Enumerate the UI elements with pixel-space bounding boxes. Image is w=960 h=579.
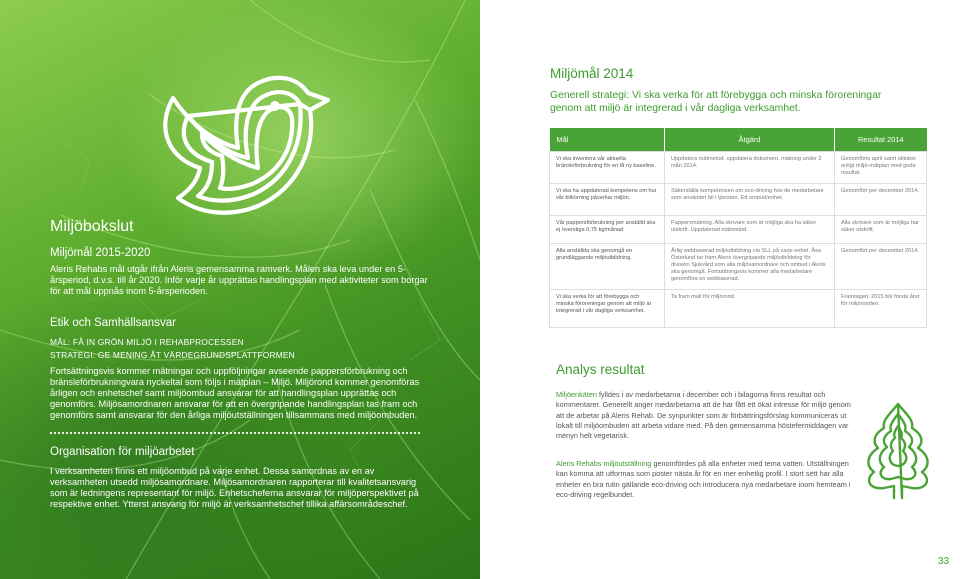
table-cell: Genomfört per december 2014.: [835, 184, 927, 216]
table-row: [550, 290, 927, 328]
bird-logo-icon: [138, 38, 338, 238]
org-text: I verksamheten finns ett miljöombud på varje enhet. Dessa samordnas av en av verksamheten utsedd miljösamordnare. Miljösamordnaren rapporterar till kvalitetsansvarig som är ledningens representant för miljö. Enhetscheferna ansvarar för miljöperspektivet på respektive enhet. Ytterst ansvarig för miljö är verksamhetschef tillika affärsområdeschef.: [50, 466, 419, 509]
table-cell: Framtagen: 2015 blir första året för miljöronden.: [835, 290, 927, 328]
table-cell: Alla skrivare som är möjliga har säker utskrift.: [835, 216, 927, 244]
exhibition-text: genomfördes på alla enheter med tema vatten. Utställningen kan komma att utformas som poster nästa år för en mer enhetlig profil. I stort sett har alla enheter en bra rutin gällande eco-driving och introducera nya medarbetare inom hemteam i eco-driving regelbundet.: [556, 459, 851, 499]
table-cell: Årlig webbaserad miljöutbildning via SLL på varje enhet. Åsa Österlund tar fram Aleris övergripande miljöutbildning för division Sjukvård som alla miljösamordnare och ombud i Aleris ska genomgå. Fortsättningsvis kommer alla medarbetare genomföra en webbaserad.: [665, 244, 835, 290]
table-cell: Genomfört per december 2014.: [835, 244, 927, 290]
table-cell: Ta fram mall för miljörond.: [665, 290, 835, 328]
dotted-divider: [50, 432, 420, 434]
goal-text: Aleris Rehabs mål utgår ifrån Aleris gemensamma ramverk. Målen ska leva under en 5-årsperiod, d.v.s. till år 2020. Inför varje år upprättas handlingsplan med aktiviteter som borgar för att mål uppnås inom 5-årsperioden.: [50, 264, 428, 296]
column-header-action: Åtgärd: [665, 128, 835, 152]
column-header-goal: Mål: [550, 128, 665, 152]
table-row: [550, 184, 927, 216]
goal-heading: Miljömål 2015-2020: [50, 247, 151, 259]
table-row: [550, 152, 927, 184]
table-cell: Vi ska verka för att förebygga och minska föroreningar genom att miljö är integrerad i vår dagliga verksamhet.: [550, 290, 665, 328]
survey-lead: Miljöenkäten: [556, 390, 597, 399]
table-cell: Alla anställda ska genomgå en grundläggande miljöutbildning.: [550, 244, 665, 290]
goals-table: [549, 128, 927, 328]
table-cell: Genomförts april samt oktober enligt miljö-mätplan med goda resultat.: [835, 152, 927, 184]
table-row: [550, 244, 927, 290]
strategy-subtitle: Generell strategi: Vi ska verka för att förebygga och minska föroreningar genom att miljö är integrerad i vår dagliga verksamhet.: [550, 90, 882, 114]
column-header-result: Resultat 2014: [835, 128, 927, 152]
table-cell: Säkerställa kompetensen om eco-driving hos de medarbetare som använder bil i tjänsten. Ett ombud/enhet.: [665, 184, 835, 216]
table-cell: Vi ska inventera vår aktuella bränsleförbrukning för en få ny baseline.: [550, 152, 665, 184]
table-cell: Vi ska ha uppdaterad kompetens om hur vår bilkörning påverkar miljön.: [550, 184, 665, 216]
table-row: [550, 216, 927, 244]
table-header-row: [550, 128, 927, 152]
table-cell: Vår pappersförbrukning per anställd ska ej överstiga 0,75 kg/månad.: [550, 216, 665, 244]
table-cell: Uppdatera mätmetod, uppdatera dokument, mätning under 2 mån 2014.: [665, 152, 835, 184]
table-cell: Pappersmätning. Alla skrivare som är möjliga ska ha säker utskrift. Uppdaterad mätmetod.: [665, 216, 835, 244]
ethics-text: Fortsättningsvis kommer mätningar och uppföljningar avseende pappersförbrukning och bränsleförbrukningvara nyckeltal som följs i mätplan – Miljö. Miljörond kommer genomföras årligen och enhetschef samt miljöombud ansvarar för att handlingsplan upprättas och genomförs. Miljösamordnaren ansvarar för att en övergripande handlingsplan tas fram och genomförs samt ansvarar för den årliga miljöutställningen tillsammans med miljöombuden.: [50, 366, 420, 420]
page-number: 33: [938, 556, 950, 567]
analysis-paragraph-survey: [556, 390, 856, 441]
page-title: Miljömål 2014: [550, 66, 634, 81]
ethics-heading: Etik och Samhällsansvar: [50, 317, 176, 329]
tree-icon: [860, 400, 936, 500]
strategy-caps: STRATEGI: GE MENING ÅT VÄRDEGRUNDSPLATTFORMEN: [50, 350, 295, 360]
org-heading: Organisation för miljöarbetet: [50, 446, 195, 458]
exhibition-lead: Aleris Rehabs miljöutställning: [556, 459, 652, 468]
section-title: Miljöbokslut: [50, 218, 134, 235]
goal-caps: MÅL: FÅ IN GRÖN MILJÖ I REHABPROCESSEN: [50, 337, 244, 347]
survey-text: fylldes i av medarbetarna i december och i bilagorna finns resultat och kommentarer. Generellt anger medarbetarna att de har fått ett ökat intresse för miljö genom att de arbetar på Aleris Rehab. De synpunkter som är förbättringsförslag kommuniceras ut lokalt till miljöombuden att arbeta vidare med. På den gemensamma höstefermiddagen var menyn helt vegetarisk.: [556, 390, 851, 441]
analysis-paragraph-exhibition: [556, 459, 856, 500]
analysis-title: Analys resultat: [556, 362, 645, 377]
